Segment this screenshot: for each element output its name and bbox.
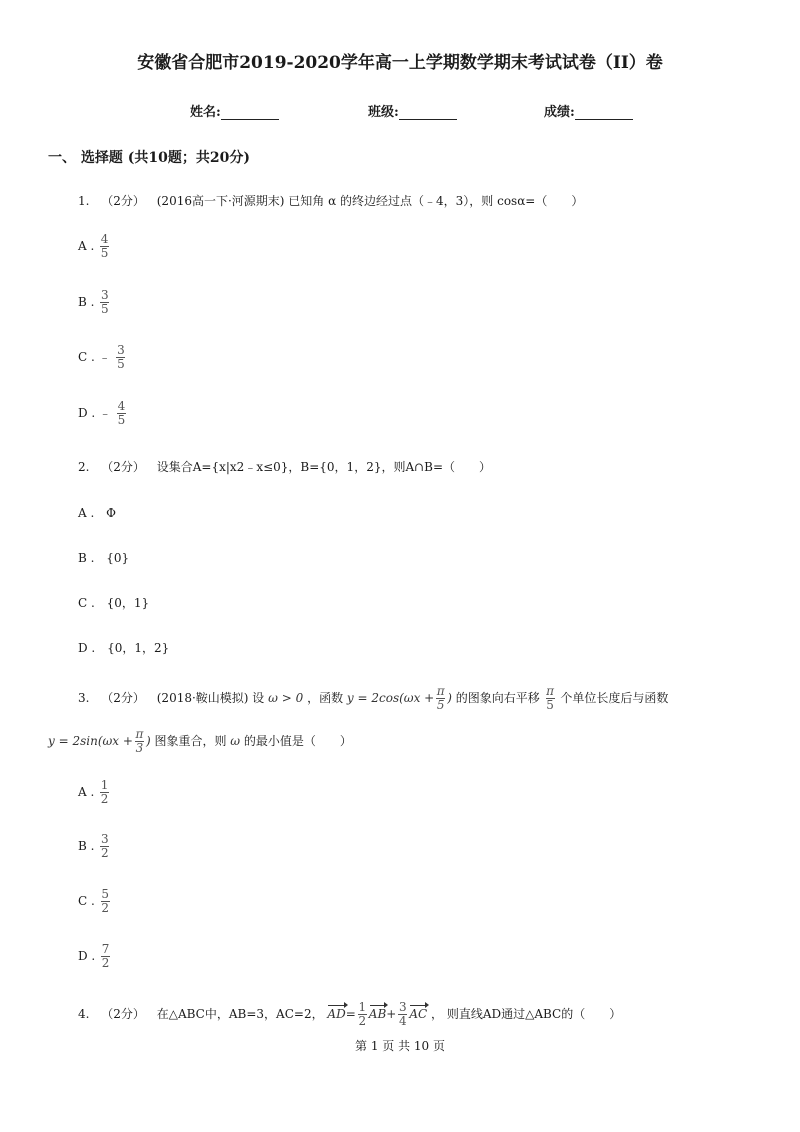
option-fraction: $\frac{3}{5}$ (100, 288, 109, 316)
question-text: (2016高一下·河源期末) 已知角 α 的终边经过点（﹣4，3），则 cosα=（ ） (156, 194, 584, 208)
equals-sign: = (345, 1007, 356, 1021)
question-1 (78, 192, 583, 209)
option-label: C . (78, 350, 95, 364)
name-label: 姓名: (190, 105, 221, 120)
vector-ad: AD (327, 1007, 346, 1021)
option-label: C . (78, 596, 95, 610)
option-fraction: $\frac{4}{5}$ (117, 399, 126, 427)
option-a[interactable] (78, 506, 116, 520)
class-blank (399, 107, 457, 120)
question-number: 4. (78, 1007, 90, 1021)
option-label: D . (78, 406, 96, 420)
score-label: 成绩: (544, 105, 575, 120)
question-text: 图象重合，则 (154, 734, 227, 748)
option-label: B . (78, 295, 95, 309)
option-label: A . (78, 506, 95, 520)
option-b[interactable] (78, 834, 111, 859)
omega-symbol: ω (230, 734, 241, 748)
option-fraction: $\frac{5}{2}$ (101, 887, 109, 915)
vector-ac: AC (409, 1007, 428, 1021)
plus-sign: + (386, 1007, 397, 1021)
question-3 (78, 686, 668, 711)
question-text: 在△ABC中，AB=3，AC=2， (156, 1007, 324, 1021)
question-text: 设集合A={x|x2﹣x≤0}，B={0，1，2}，则A∩B=（ ） (156, 460, 492, 474)
question-text: ，函数 (307, 691, 344, 705)
question-4 (78, 1002, 621, 1027)
question-text: 个单位长度后与函数 (560, 691, 669, 705)
question-text: 的最小值是（ ） (243, 734, 352, 748)
question-score: （2分） (101, 691, 145, 705)
option-a[interactable] (78, 234, 111, 259)
option-text: {0} (106, 551, 130, 565)
question-score: （2分） (101, 1007, 145, 1021)
question-3-line-2 (48, 729, 352, 754)
name-blank (221, 107, 279, 120)
option-fraction: $\frac{1}{2}$ (100, 778, 109, 806)
option-label: C . (78, 894, 95, 908)
half-fraction: $\frac{1}{2}$ (358, 1000, 367, 1028)
question-2 (78, 458, 491, 475)
option-fraction: $\frac{7}{2}$ (101, 942, 110, 970)
vector-ab: AB (368, 1007, 387, 1021)
option-d[interactable] (78, 401, 128, 426)
class-label: 班级: (368, 105, 399, 120)
option-sign: ﹣ (98, 350, 111, 364)
option-label: D . (78, 949, 96, 963)
question-number: 1. (78, 194, 90, 208)
name-field (190, 101, 279, 120)
option-label: A . (78, 785, 95, 799)
document-title: 安徽省合肥市2019-2020学年高一上学期数学期末考试试卷（II）卷 (137, 53, 663, 73)
section-heading: 一、 选择题 (共10题；共20分) (48, 150, 250, 166)
omega-condition: ω > 0 (268, 691, 304, 705)
option-text: {0，1，2} (107, 641, 170, 655)
option-fraction: $\frac{3}{5}$ (117, 343, 125, 371)
question-score: （2分） (101, 460, 145, 474)
option-b[interactable] (78, 290, 111, 315)
score-blank (575, 107, 633, 120)
option-label: B . (78, 551, 95, 565)
option-sign: ﹣ (99, 406, 112, 420)
question-number: 2. (78, 460, 90, 474)
three-quarter-fraction: $\frac{3}{4}$ (399, 1000, 407, 1028)
option-c[interactable] (78, 889, 112, 914)
option-fraction: $\frac{3}{2}$ (100, 832, 109, 860)
function-1: y = 2cos(ωx + $\frac{\pi}{5}$ ) (346, 684, 452, 712)
option-label: D . (78, 641, 96, 655)
score-field (544, 101, 633, 120)
option-a[interactable] (78, 780, 111, 805)
option-label: B . (78, 839, 95, 853)
option-d[interactable] (78, 944, 112, 969)
option-label: A . (78, 239, 95, 253)
function-2: y = 2sin(ωx + $\frac{\pi}{3}$ ) (48, 727, 151, 755)
question-score: （2分） (101, 194, 145, 208)
question-text: 的图象向右平移 (455, 691, 540, 705)
question-number: 3. (78, 691, 90, 705)
option-c[interactable] (78, 345, 127, 370)
option-c[interactable] (78, 594, 149, 611)
page-footer: 第 1 页 共 10 页 (355, 1039, 445, 1053)
option-text: Φ (106, 506, 116, 520)
class-field (368, 101, 457, 120)
option-b[interactable] (78, 551, 129, 565)
option-text: {0，1} (106, 596, 150, 610)
question-text: ， 则直线AD通过△ABC的（ ） (431, 1007, 622, 1021)
shift-fraction: $\frac{\pi}{5}$ (546, 684, 555, 712)
option-d[interactable] (78, 639, 169, 656)
option-fraction: $\frac{4}{5}$ (100, 232, 109, 260)
question-text: (2018·鞍山模拟) 设 (156, 691, 265, 705)
